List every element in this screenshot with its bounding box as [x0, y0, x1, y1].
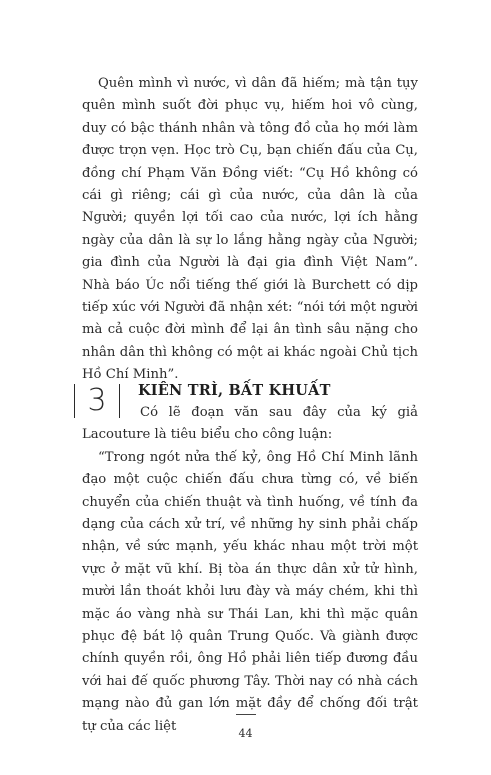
section-number: 3	[87, 383, 107, 418]
paragraph-2: Có lẽ đoạn văn sau đây của ký giả Lacouture là tiêu biểu cho công luận:	[82, 405, 418, 443]
paragraph-1: Quên mình vì nước, vì dân đã hiếm; mà tận tụy quên mình suốt đời phục vụ, hiếm hoi vô cùng, duy có bậc thánh nhân và tông đồ của họ mới làm được trọn vẹn. Học trò Cụ, bạn chiến đấu của Cụ, đồng chí Phạm Văn Đồng viết: “Cụ Hồ không có cái gì riêng; cái gì của nước, của dân là của Người; quyền lợi tối cao của nước, lợi ích hằng ngày của dân là sự lo lắng hằng ngày của Người; gia đình của Người là đại gia đình Việt Nam”. Nhà báo Úc nổi tiếng thế giới là Burchett có dịp tiếp xúc với Người đã nhận xét: “nói tới một người mà cả cuộc đời mình để lại ân tình sâu nặng cho nhân dân thì không có một ai khác ngoài Chủ tịch Hồ Chí Minh”.	[82, 76, 418, 383]
page-number: 44	[238, 727, 253, 740]
paragraph-3: “Trong ngót nửa thế kỷ, ông Hồ Chí Minh lãnh đạo một cuộc chiến đấu chưa từng có, về biến chuyển của chiến thuật và tình huống, về tính đa dạng của cách xử trí, về những hy sinh phải chấp nhận, về sức mạnh, yếu khác nhau một trời một vực ở mặt vũ khí. Bị tòa án thực dân xử tử hình, mười lần thoát khỏi lưu đày và máy chém, khi thì mặc áo vàng nhà sư Thái Lan, khi thì mặc quân phục đệ bát lộ quân Trung Quốc. Và giành được chính quyền rồi, ông Hồ phải liên tiếp đương đầu với hai đế quốc phương Tây. Thời nay có nhà cách mạng nào đủ gan lớn mặt đầy để chống đối trật tự của các liệt	[82, 449, 418, 734]
body-text-top	[82, 73, 418, 387]
footer-rule	[236, 714, 256, 715]
body-text-section	[82, 402, 418, 738]
section-title: KIÊN TRÌ, BẤT KHUẤT	[138, 382, 331, 399]
page-footer	[0, 714, 491, 741]
